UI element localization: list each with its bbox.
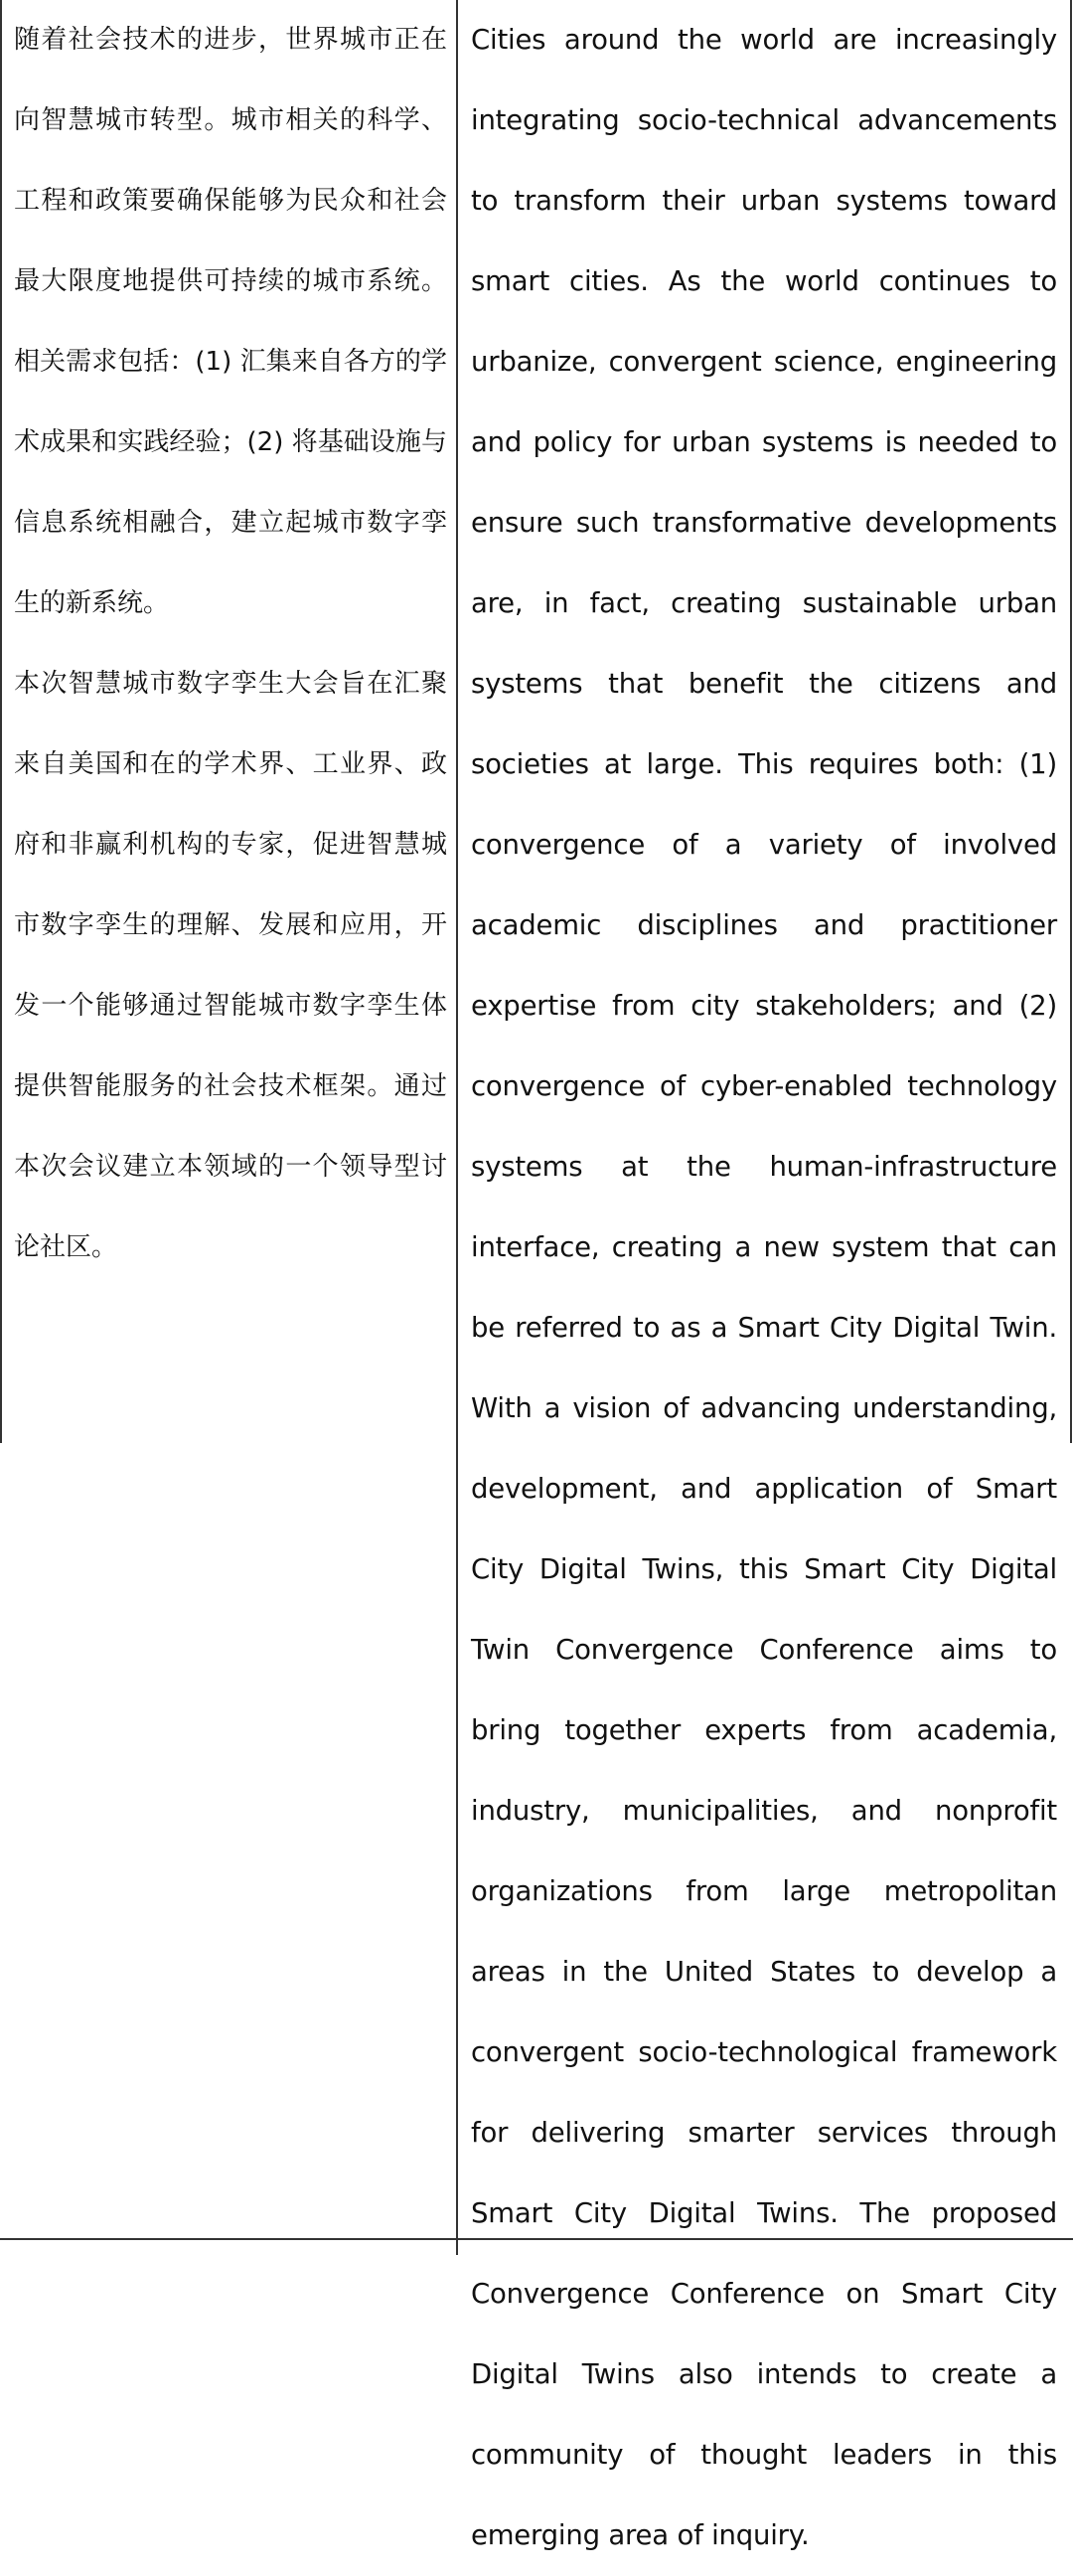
chinese-paragraph: 随着社会技术的进步，世界城市正在向智慧城市转型。城市相关的科学、工程和政策要确保能够为民众和社会最大限度地提供可持续的城市系统。相关需求包括：(1) 汇集来自各方的学术成果和实践经验；(2) 将基础设施与信息系统相融合，建立起城市数字孪生的新系统。 [14, 25, 447, 618]
table-column-divider [456, 0, 458, 2255]
table-border-right [1070, 0, 1072, 1443]
english-paragraph: Cities around the world are increasingly integrating socio-technical advancements to transform their urban systems toward smart cities. As the world continues to urbanize, convergent science, engineering and policy for urban systems is needed to ensure such transformative developments are, in fact, creating sustainable urban systems that benefit the citizens and societies at large. This requires both: (1) convergence of a variety of involved academic disciplines and practitioner expertise from city stakeholders; and (2) convergence of cyber-enabled technology systems at the human-infrastructure interface, creating a new system that can be referred to as a Smart City Digital Twin. With a vision of advancing understanding, development, and application of Smart City Digital Twins, this Smart City Digital Twin Convergence Conference aims to bring together experts from academia, industry, municipalities, and nonprofit organizations from large metropolitan areas in the United States to develop a convergent socio-technological framework for delivering smarter services through Smart City Digital Twins. The proposed Convergence Conference on Smart City Digital Twins also intends to create a community of thought leaders in this emerging area of inquiry. [471, 24, 1057, 2551]
table-border-left [0, 0, 2, 1443]
english-text-cell [471, 0, 1057, 2576]
chinese-text-cell [14, 0, 447, 1288]
chinese-paragraph: 本次智慧城市数字孪生大会旨在汇聚来自美国和在的学术界、工业界、政府和非赢利机构的专家，促进智慧城市数字孪生的理解、发展和应用，开发一个能够通过智能城市数字孪生体提供智能服务的社会技术框架。通过本次会议建立本领域的一个领导型讨论社区。 [14, 669, 447, 1262]
